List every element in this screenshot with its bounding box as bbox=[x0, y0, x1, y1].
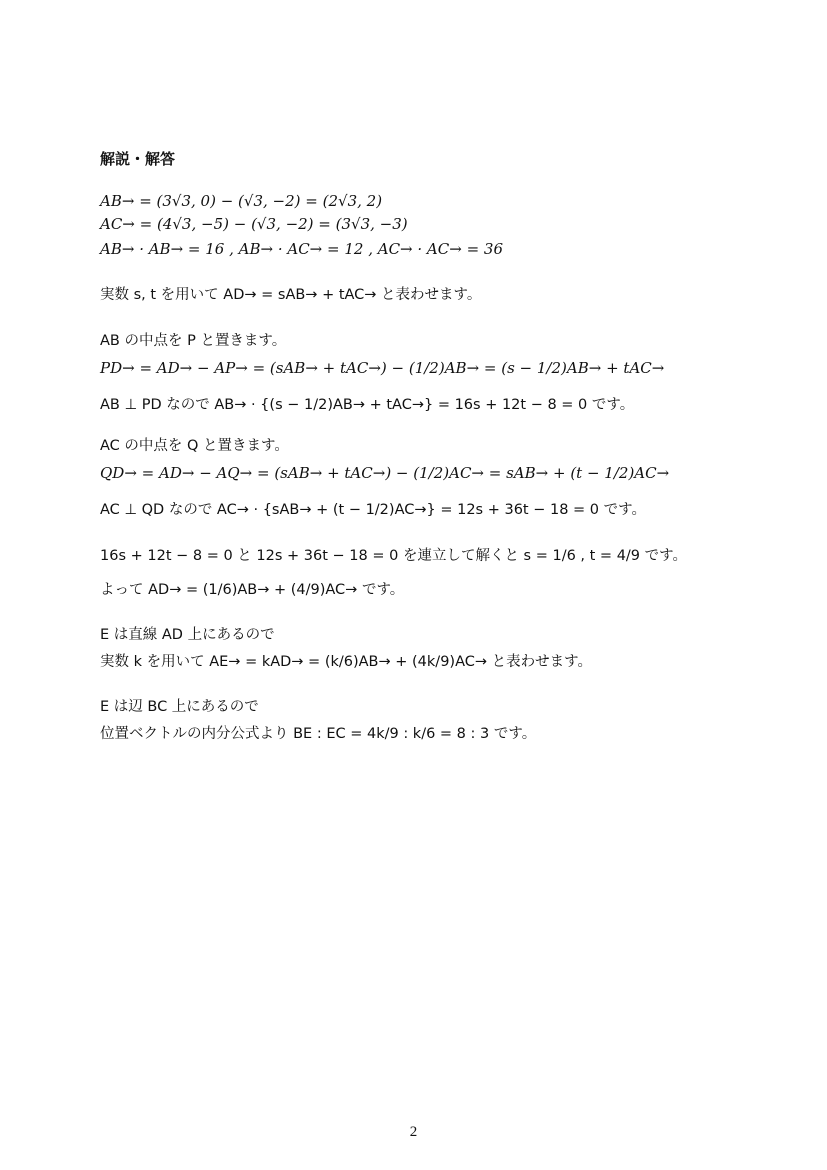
ratio-line: 位置ベクトルの内分公式より BE : EC = 4k/9 : k/6 = 8 : 3 です。 bbox=[100, 726, 537, 742]
p-midpoint-line: AB の中点を P と置きます。 bbox=[100, 333, 287, 349]
qd-perpendicular-line: AC ⊥ QD なので AC→ · {sAB→ + (t − 1/2)AC→} = 12s + 36t − 18 = 0 です。 bbox=[100, 502, 646, 518]
ad-result-line: よって AD→ = (1/6)AB→ + (4/9)AC→ です。 bbox=[100, 582, 405, 598]
ae-vector-line: 実数 k を用いて AE→ = kAD→ = (k/6)AB→ + (4k/9)AC→ と表わせます。 bbox=[100, 654, 592, 670]
ab-vector-line: AB→ = (3√3, 0) − (√3, −2) = (2√3, 2) bbox=[100, 192, 383, 210]
pd-perpendicular-line: AB ⊥ PD なので AB→ · {(s − 1/2)AB→ + tAC→} = 16s + 12t − 8 = 0 です。 bbox=[100, 397, 635, 413]
solve-line: 16s + 12t − 8 = 0 と 12s + 36t − 18 = 0 を連立して解くと s = 1/6 , t = 4/9 です。 bbox=[100, 548, 687, 564]
section-heading: 解説・解答 bbox=[100, 150, 176, 168]
page-number: 2 bbox=[409, 1124, 418, 1140]
pd-vector-line: PD→ = AD→ − AP→ = (sAB→ + tAC→) − (1/2)AB→ = (s − 1/2)AB→ + tAC→ bbox=[100, 359, 665, 377]
dot-products-line: AB→ · AB→ = 16 , AB→ · AC→ = 12 , AC→ · AC→ = 36 bbox=[100, 240, 504, 258]
qd-vector-line: QD→ = AD→ − AQ→ = (sAB→ + tAC→) − (1/2)AC→ = sAB→ + (t − 1/2)AC→ bbox=[100, 464, 670, 482]
ad-setup-line: 実数 s, t を用いて AD→ = sAB→ + tAC→ と表わせます。 bbox=[100, 287, 482, 303]
e-on-bc-line: E は辺 BC 上にあるので bbox=[100, 699, 259, 715]
e-on-ad-line: E は直線 AD 上にあるので bbox=[100, 627, 275, 643]
q-midpoint-line: AC の中点を Q と置きます。 bbox=[100, 438, 289, 454]
ac-vector-line: AC→ = (4√3, −5) − (√3, −2) = (3√3, −3) bbox=[100, 215, 408, 233]
